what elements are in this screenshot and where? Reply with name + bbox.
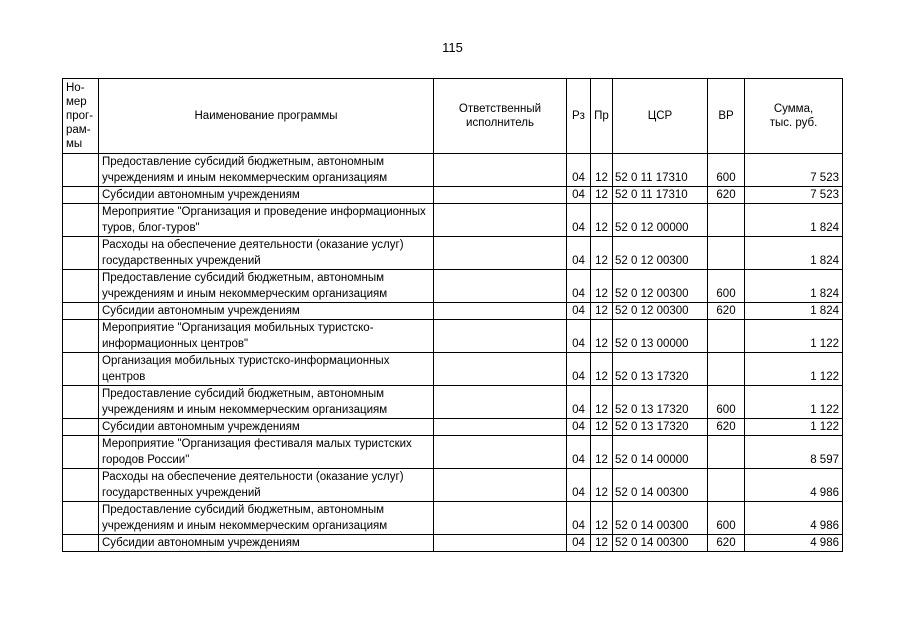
header-program-number: Но- мер прог- рам- мы (63, 79, 99, 154)
header-responsible-executor: Ответственный исполнитель (434, 79, 567, 154)
cell-rz: 04 (567, 154, 591, 187)
cell-rz: 04 (567, 469, 591, 502)
cell-vr: 620 (708, 419, 745, 436)
cell-program-number (63, 386, 99, 419)
cell-responsible-executor (434, 386, 567, 419)
cell-csr: 52 0 14 00300 (613, 502, 708, 535)
cell-sum: 1 122 (745, 386, 843, 419)
cell-pr: 12 (591, 237, 613, 270)
cell-csr: 52 0 13 00000 (613, 320, 708, 353)
cell-responsible-executor (434, 303, 567, 320)
cell-sum: 8 597 (745, 436, 843, 469)
cell-vr: 600 (708, 386, 745, 419)
cell-vr (708, 320, 745, 353)
header-csr: ЦСР (613, 79, 708, 154)
cell-rz: 04 (567, 320, 591, 353)
cell-pr: 12 (591, 204, 613, 237)
table-body (63, 154, 843, 552)
cell-pr: 12 (591, 270, 613, 303)
cell-responsible-executor (434, 154, 567, 187)
cell-csr: 52 0 12 00000 (613, 204, 708, 237)
cell-responsible-executor (434, 270, 567, 303)
cell-csr: 52 0 11 17310 (613, 154, 708, 187)
cell-vr: 620 (708, 303, 745, 320)
header-vr: ВР (708, 79, 745, 154)
cell-rz: 04 (567, 204, 591, 237)
cell-sum: 1 824 (745, 303, 843, 320)
cell-program-name: Субсидии автономным учреждениям (99, 303, 434, 320)
cell-sum: 7 523 (745, 187, 843, 204)
cell-pr: 12 (591, 535, 613, 552)
table-row (63, 469, 843, 502)
cell-csr: 52 0 14 00300 (613, 535, 708, 552)
cell-vr: 600 (708, 502, 745, 535)
cell-sum: 1 122 (745, 320, 843, 353)
cell-pr: 12 (591, 502, 613, 535)
cell-program-name: Субсидии автономным учреждениям (99, 419, 434, 436)
cell-vr (708, 204, 745, 237)
cell-sum: 4 986 (745, 469, 843, 502)
cell-vr (708, 469, 745, 502)
cell-pr: 12 (591, 386, 613, 419)
cell-csr: 52 0 12 00300 (613, 303, 708, 320)
cell-vr (708, 237, 745, 270)
table-row (63, 270, 843, 303)
table-row (63, 419, 843, 436)
cell-program-name: Расходы на обеспечение деятельности (оказание услуг) государственных учреждений (99, 469, 434, 502)
header-rz: Рз (567, 79, 591, 154)
cell-sum: 1 824 (745, 237, 843, 270)
cell-program-number (63, 303, 99, 320)
cell-responsible-executor (434, 320, 567, 353)
header-pr: Пр (591, 79, 613, 154)
header-program-name: Наименование программы (99, 79, 434, 154)
cell-sum: 4 986 (745, 502, 843, 535)
cell-vr (708, 353, 745, 386)
table-row (63, 386, 843, 419)
cell-sum: 1 122 (745, 353, 843, 386)
table-row (63, 502, 843, 535)
cell-program-name: Субсидии автономным учреждениям (99, 535, 434, 552)
cell-program-number (63, 502, 99, 535)
cell-program-name: Организация мобильных туристско-информационных центров (99, 353, 434, 386)
cell-csr: 52 0 13 17320 (613, 353, 708, 386)
table-header-row (63, 79, 843, 154)
cell-program-number (63, 154, 99, 187)
cell-program-name: Мероприятие "Организация фестиваля малых туристских городов России" (99, 436, 434, 469)
cell-sum: 4 986 (745, 535, 843, 552)
cell-vr: 600 (708, 270, 745, 303)
cell-rz: 04 (567, 386, 591, 419)
cell-program-name: Предоставление субсидий бюджетным, автономным учреждениям и иным некоммерческим организациям (99, 154, 434, 187)
cell-csr: 52 0 13 17320 (613, 386, 708, 419)
cell-program-name: Предоставление субсидий бюджетным, автономным учреждениям и иным некоммерческим организациям (99, 270, 434, 303)
cell-responsible-executor (434, 436, 567, 469)
cell-pr: 12 (591, 436, 613, 469)
cell-rz: 04 (567, 303, 591, 320)
cell-program-number (63, 237, 99, 270)
cell-rz: 04 (567, 436, 591, 469)
cell-program-name: Мероприятие "Организация и проведение информационных туров, блог-туров" (99, 204, 434, 237)
cell-csr: 52 0 12 00300 (613, 270, 708, 303)
page-number: 115 (442, 40, 463, 55)
table-row (63, 187, 843, 204)
cell-csr: 52 0 14 00300 (613, 469, 708, 502)
table-row (63, 535, 843, 552)
table-row (63, 436, 843, 469)
cell-pr: 12 (591, 187, 613, 204)
cell-program-number (63, 187, 99, 204)
cell-program-number (63, 320, 99, 353)
table-row (63, 303, 843, 320)
cell-program-name: Предоставление субсидий бюджетным, автономным учреждениям и иным некоммерческим организациям (99, 386, 434, 419)
cell-program-number (63, 270, 99, 303)
cell-responsible-executor (434, 187, 567, 204)
cell-pr: 12 (591, 353, 613, 386)
cell-pr: 12 (591, 320, 613, 353)
cell-program-number (63, 436, 99, 469)
cell-sum: 1 824 (745, 270, 843, 303)
cell-program-number (63, 353, 99, 386)
budget-table (62, 78, 843, 552)
cell-responsible-executor (434, 502, 567, 535)
cell-responsible-executor (434, 419, 567, 436)
cell-csr: 52 0 12 00300 (613, 237, 708, 270)
cell-responsible-executor (434, 204, 567, 237)
cell-rz: 04 (567, 502, 591, 535)
cell-program-name: Расходы на обеспечение деятельности (оказание услуг) государственных учреждений (99, 237, 434, 270)
cell-csr: 52 0 13 17320 (613, 419, 708, 436)
cell-pr: 12 (591, 154, 613, 187)
cell-pr: 12 (591, 303, 613, 320)
table-row (63, 237, 843, 270)
cell-sum: 7 523 (745, 154, 843, 187)
cell-rz: 04 (567, 535, 591, 552)
cell-program-number (63, 419, 99, 436)
cell-pr: 12 (591, 469, 613, 502)
cell-responsible-executor (434, 353, 567, 386)
cell-program-name: Предоставление субсидий бюджетным, автономным учреждениям и иным некоммерческим организациям (99, 502, 434, 535)
cell-rz: 04 (567, 237, 591, 270)
cell-sum: 1 824 (745, 204, 843, 237)
cell-vr: 620 (708, 187, 745, 204)
table-row (63, 353, 843, 386)
cell-sum: 1 122 (745, 419, 843, 436)
cell-vr: 600 (708, 154, 745, 187)
cell-responsible-executor (434, 535, 567, 552)
cell-rz: 04 (567, 353, 591, 386)
cell-rz: 04 (567, 187, 591, 204)
cell-pr: 12 (591, 419, 613, 436)
cell-rz: 04 (567, 419, 591, 436)
cell-program-name: Субсидии автономным учреждениям (99, 187, 434, 204)
cell-program-number (63, 535, 99, 552)
table-row (63, 154, 843, 187)
cell-rz: 04 (567, 270, 591, 303)
cell-program-name: Мероприятие "Организация мобильных туристско-информационных центров" (99, 320, 434, 353)
cell-program-number (63, 204, 99, 237)
table-row (63, 320, 843, 353)
cell-csr: 52 0 11 17310 (613, 187, 708, 204)
header-sum: Сумма, тыс. руб. (745, 79, 843, 154)
table-row (63, 204, 843, 237)
cell-vr (708, 436, 745, 469)
cell-responsible-executor (434, 237, 567, 270)
cell-csr: 52 0 14 00000 (613, 436, 708, 469)
cell-program-number (63, 469, 99, 502)
cell-responsible-executor (434, 469, 567, 502)
cell-vr: 620 (708, 535, 745, 552)
